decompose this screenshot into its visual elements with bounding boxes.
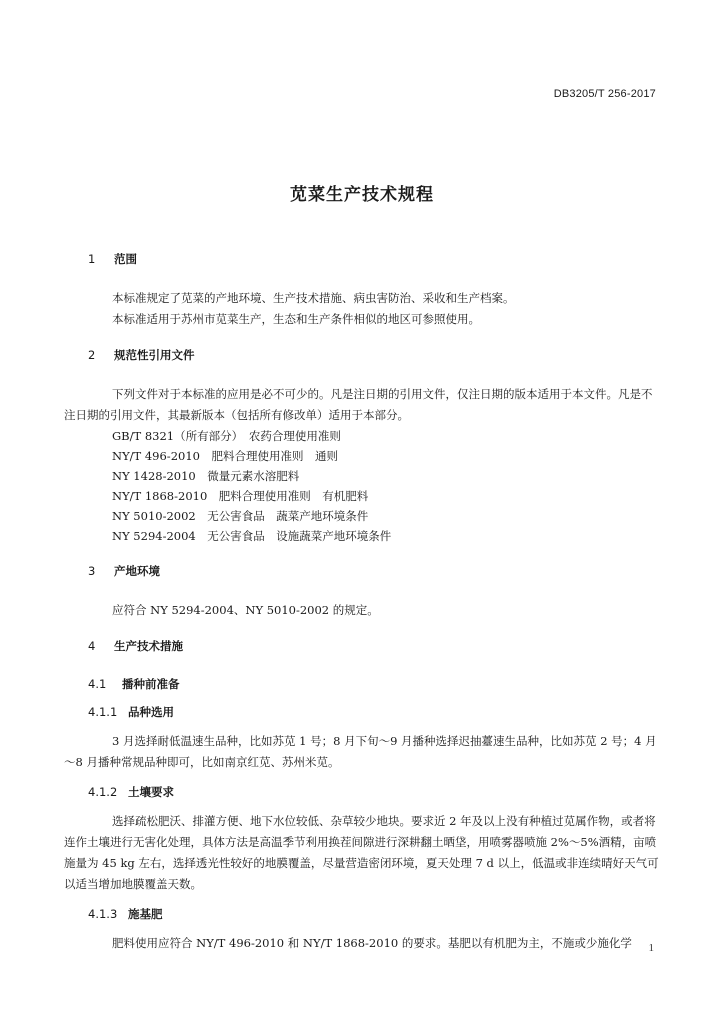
page-number: 1 [648, 942, 654, 954]
section-heading-4-1-3 [88, 905, 662, 923]
standard-code: DB3205/T 256-2017 [553, 88, 656, 100]
section-heading-4-1 [88, 675, 662, 693]
reference-item: NY/T 496-2010 肥料合理使用准则 通则 [112, 449, 338, 463]
section-number: 4.1.2 [88, 785, 118, 799]
section-number: 4 [88, 639, 96, 653]
reference-item: NY 5294-2004 无公害食品 设施蔬菜产地环境条件 [112, 529, 392, 543]
section-title: 规范性引用文件 [114, 348, 195, 362]
section-number: 1 [88, 252, 96, 266]
document-body [64, 250, 662, 954]
document-title: 苋菜生产技术规程 [290, 185, 434, 205]
section-title: 生产技术措施 [114, 639, 184, 653]
paragraph: 下列文件对于本标准的应用是必不可少的。凡是注日期的引用文件，仅注日期的版本适用于本文件。凡是不注日期的引用文件，其最新版本（包括所有修改单）适用于本部分。 [64, 387, 653, 422]
section-number: 4.1 [88, 677, 107, 691]
section-title: 品种选用 [128, 705, 174, 719]
section-number: 3 [88, 564, 96, 578]
section-title: 范围 [114, 252, 138, 266]
section-title: 施基肥 [128, 907, 163, 921]
section-number: 4.1.1 [88, 705, 118, 719]
section-number: 4.1.3 [88, 907, 118, 921]
paragraph: 选择疏松肥沃、排灌方便、地下水位较低、杂草较少地块。要求近 2 年及以上没有种植过苋属作物，或者将连作土壤进行无害化处理，具体方法是高温季节利用换茬间隙进行深耕翻土晒垡，用喷雾器喷施 2%～5%酒精，亩喷施量为 45 kg 左右，选择透光性较好的地膜覆盖，尽量营造密闭环境，夏天处理 7 d 以上，低温或非连续晴好天气可以适当增加地膜覆盖天数。 [64, 814, 659, 891]
paragraph: 肥料使用应符合 NY/T 496-2010 和 NY/T 1868-2010 的要求。基肥以有机肥为主，不施或少施化学 [112, 936, 632, 950]
paragraph: 本标准适用于苏州市苋菜生产，生态和生产条件相似的地区可参照使用。 [112, 312, 480, 326]
paragraph: 应符合 NY 5294-2004、NY 5010-2002 的规定。 [112, 603, 379, 617]
reference-item: NY 1428-2010 微量元素水溶肥料 [112, 469, 300, 483]
reference-item: GB/T 8321（所有部分） 农药合理使用准则 [112, 429, 341, 443]
section-title: 土壤要求 [128, 785, 174, 799]
section-heading-4-1-2 [88, 783, 662, 801]
section-number: 2 [88, 348, 96, 362]
section-heading-1 [88, 250, 662, 268]
section-heading-4 [88, 637, 662, 655]
reference-item: NY/T 1868-2010 肥料合理使用准则 有机肥料 [112, 489, 369, 503]
section-heading-3 [88, 562, 662, 580]
paragraph: 本标准规定了苋菜的产地环境、生产技术措施、病虫害防治、采收和生产档案。 [112, 291, 515, 305]
section-heading-4-1-1 [88, 703, 662, 721]
section-heading-2 [88, 346, 662, 364]
reference-item: NY 5010-2002 无公害食品 蔬菜产地环境条件 [112, 509, 369, 523]
section-title: 产地环境 [114, 564, 161, 578]
section-title: 播种前准备 [122, 677, 180, 691]
paragraph: 3 月选择耐低温速生品种，比如苏苋 1 号；8 月下旬～9 月播种选择迟抽薹速生品种，比如苏苋 2 号；4 月～8 月播种常规品种即可，比如南京红苋、苏州米苋。 [64, 734, 657, 769]
